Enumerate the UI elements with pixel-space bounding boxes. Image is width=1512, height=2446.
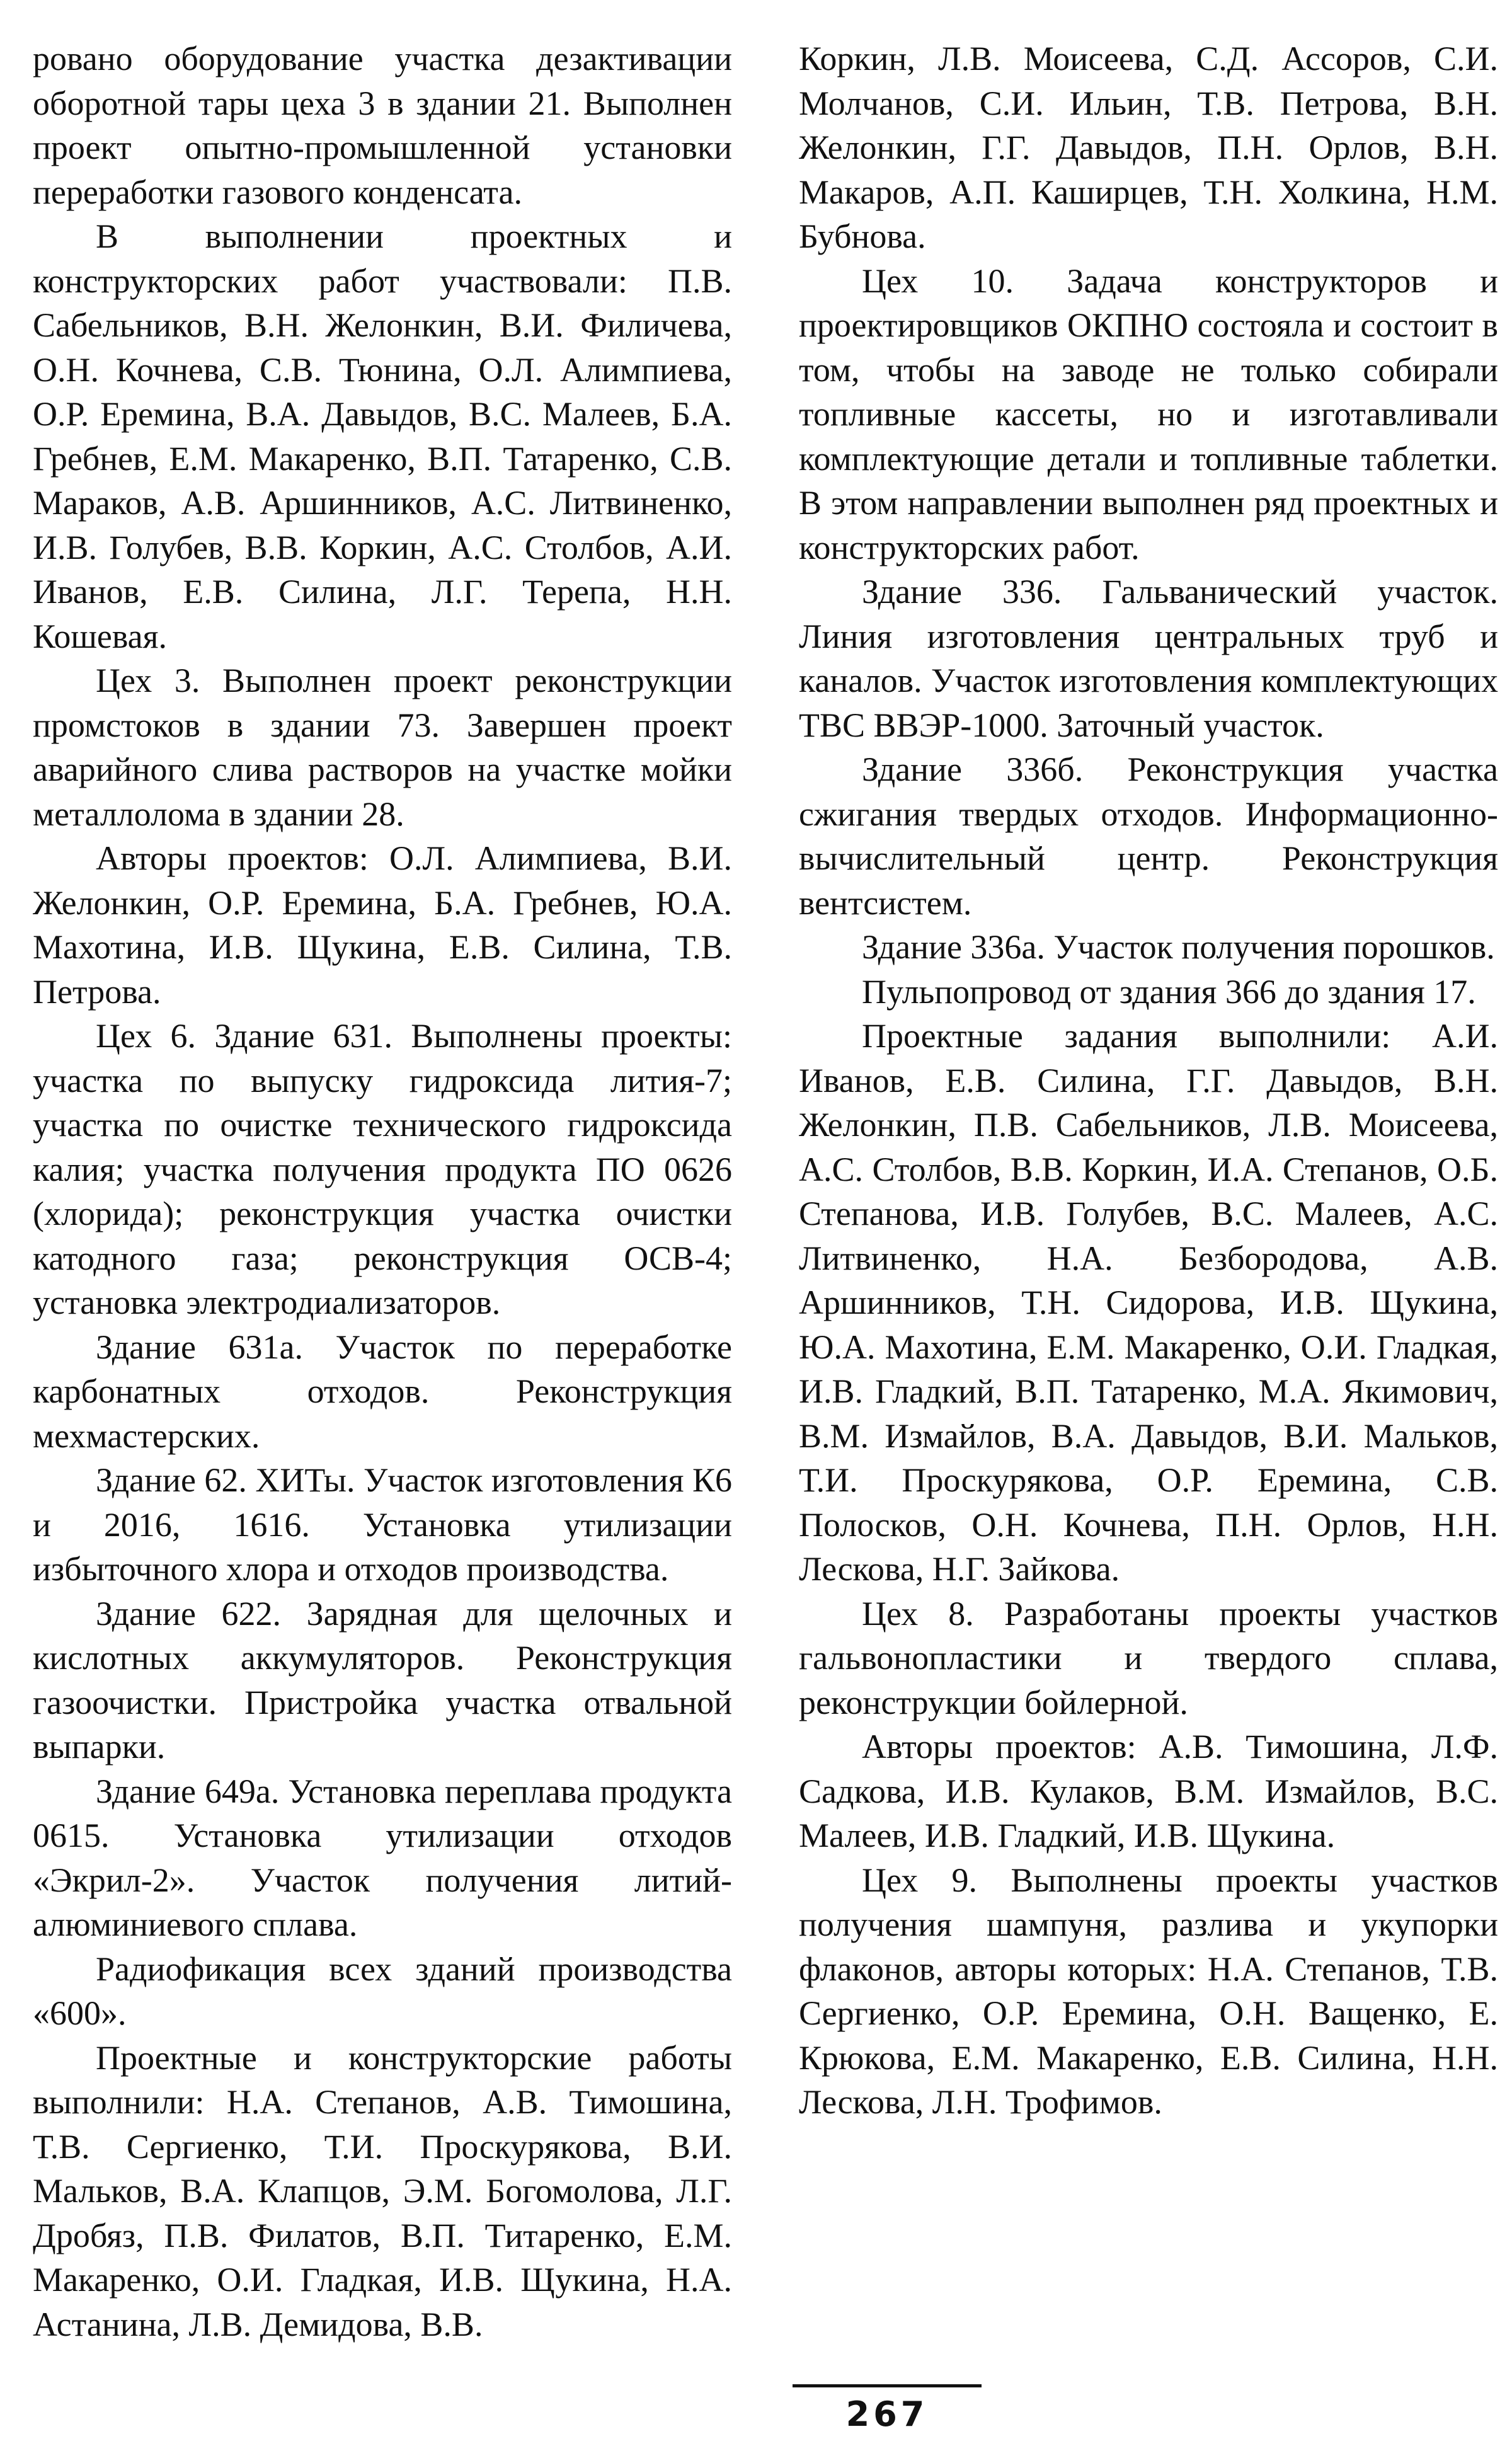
paragraph: ровано оборудование участка дезактивации оборотной тары цеха 3 в здании 21. Выполнен проект опытно-промышленной установки переработки газового конденсата.: [33, 40, 732, 211]
paragraph: Здание 649а. Установка переплава продукта 0615. Установка утилизации отходов «Экрил-2». Участок получения литий-алюминиевого сплава.: [33, 1772, 732, 1943]
paragraph: Здание 336а. Участок получения порошков.: [862, 928, 1495, 966]
paragraph: Проектные задания выполнили: А.И. Иванов, Е.В. Силина, Г.Г. Давыдов, В.Н. Желонкин, П.В. Сабельников, Л.В. Моисеева, А.С. Столбов, В.В. Коркин, И.А. Степанов, О.Б. Степанова, И.В. Голубев, В.С. Малеев, А.С. Литвиненко, Н.А. Безбородова, А.В. Аршинников, Т.Н. Сидорова, И.В. Щукина, Ю.А. Махотина, Е.М. Макаренко, О.И. Гладкая, И.В. Гладкий, В.П. Татаренко, М.А. Якимович, В.М. Измайлов, В.А. Давыдов, В.И. Мальков, Т.И. Проскурякова, О.Р. Еремина, С.В. Полосков, О.Н. Кочнева, П.Н. Орлов, Н.Н. Лескова, Н.Г. Зайкова.: [799, 1017, 1498, 1588]
paragraph: Авторы проектов: О.Л. Алимпиева, В.И. Желонкин, О.Р. Еремина, Б.А. Гребнев, Ю.А. Махотина, И.В. Щукина, Е.В. Силина, Т.В. Петрова.: [33, 839, 732, 1011]
page-number: 267: [845, 2394, 929, 2434]
paragraph: В выполнении проектных и конструкторских работ участвовали: П.В. Сабельников, В.Н. Желонкин, В.И. Филичева, О.Н. Кочнева, С.В. Тюнина, О.Л. Алимпиева, О.Р. Еремина, В.А. Давыдов, В.С. Малеев, Б.А. Гребнев, Е.М. Макаренко, В.П. Татаренко, С.В. Мараков, А.В. Аршинников, А.С. Литвиненко, И.В. Голубев, В.В. Коркин, А.С. Столбов, А.И. Иванов, Е.В. Силина, Л.Г. Терепа, Н.Н. Кошевая.: [33, 217, 732, 655]
paragraph: Авторы проектов: А.В. Тимошина, Л.Ф. Садкова, И.В. Кулаков, В.М. Измайлов, В.С. Малеев, И.В. Гладкий, И.В. Щукина.: [799, 1728, 1498, 1854]
paragraph: Цех 9. Выполнены проекты участков получения шампуня, разлива и укупорки флаконов, авторы которых: Н.А. Степанов, Т.В. Сергиенко, О.Р. Еремина, О.Н. Ващенко, Е. Крюкова, Е.М. Макаренко, Е.В. Силина, Н.Н. Лескова, Л.Н. Трофимов.: [799, 1861, 1498, 2121]
left-column: [33, 37, 732, 2346]
paragraph: Здание 336б. Реконструкция участка сжигания твердых отходов. Информационно-вычислительный центр. Реконструкция вентсистем.: [799, 750, 1498, 922]
paragraph: Цех 3. Выполнен проект реконструкции промстоков в здании 73. Завершен проект аварийного слива растворов на участке мойки металлолома в здании 28.: [33, 662, 732, 833]
footer-rule: [793, 2384, 982, 2387]
paragraph: Пульпопровод от здания 366 до здания 17.: [862, 972, 1476, 1011]
paragraph: Здание 62. ХИТы. Участок изготовления К6 и 2016, 1616. Установка утилизации избыточного хлора и отходов производства.: [33, 1461, 732, 1588]
paragraph: Коркин, Л.В. Моисеева, С.Д. Ассоров, С.И. Молчанов, С.И. Ильин, Т.В. Петрова, В.Н. Желонкин, Г.Г. Давыдов, П.Н. Орлов, В.Н. Макаров, А.П. Каширцев, Т.Н. Холкина, Н.М. Бубнова.: [799, 40, 1498, 255]
paragraph: Цех 10. Задача конструкторов и проектировщиков ОКПНО состояла и состоит в том, чтобы на заводе не только собирали топливные кассеты, но и изготавливали комплектующие детали и топливные таблетки. В этом направлении выполнен ряд проектных и конструкторских работ.: [799, 261, 1498, 566]
paragraph: Здание 631а. Участок по переработке карбонатных отходов. Реконструкция мехмастерских.: [33, 1328, 732, 1455]
paragraph: Здание 622. Зарядная для щелочных и кислотных аккумуляторов. Реконструкция газоочистки. Пристройка участка отвальной выпарки.: [33, 1594, 732, 1766]
paragraph: Здание 336. Гальванический участок. Линия изготовления центральных труб и каналов. Участок изготовления комплектующих ТВС ВВЭР-1000. Заточный участок.: [799, 573, 1498, 744]
paragraph: Цех 8. Разработаны проекты участков гальвонопластики и твердого сплава, реконструкции бойлерной.: [799, 1594, 1498, 1721]
paragraph: Проектные и конструкторские работы выполнили: Н.А. Степанов, А.В. Тимошина, Т.В. Сергиенко, Т.И. Проскурякова, В.И. Мальков, В.А. Клапцов, Э.М. Богомолова, Л.Г. Дробяз, П.В. Филатов, В.П. Титаренко, Е.М. Макаренко, О.И. Гладкая, И.В. Щукина, Н.А. Астанина, Л.В. Демидова, В.В.: [33, 2038, 732, 2343]
paragraph: Радиофикация всех зданий производства «600».: [33, 1949, 732, 2032]
paragraph: Цех 6. Здание 631. Выполнены проекты: участка по выпуску гидроксида лития-7; участка по очистке технического гидроксида калия; участка получения продукта ПО 0626 (хлорида); реконструкция участка очистки катодного газа; реконструкция ОСВ-4; установка электродиализаторов.: [33, 1017, 732, 1321]
right-column: [799, 37, 1498, 2125]
